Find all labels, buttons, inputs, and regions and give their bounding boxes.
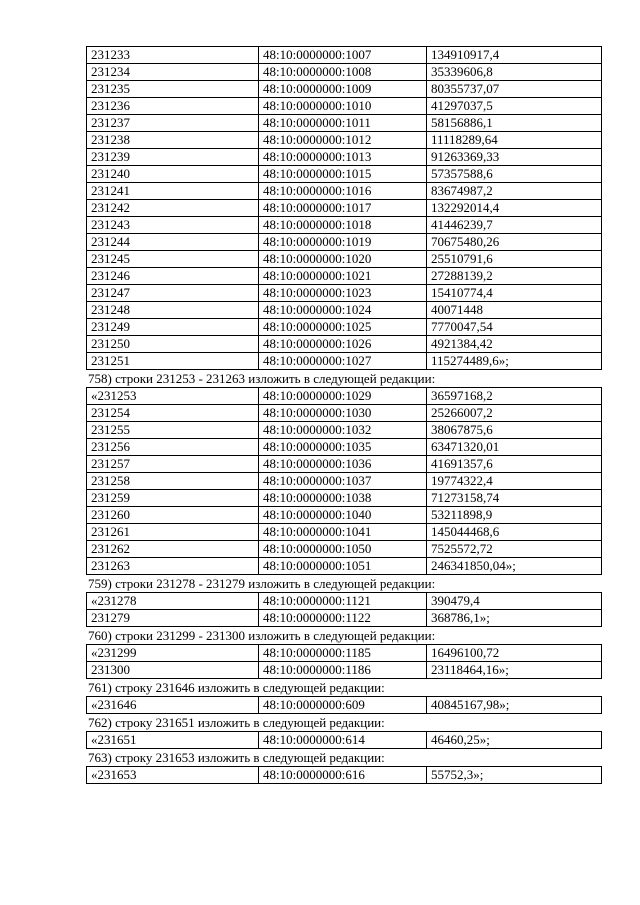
value-cell: 40845167,98»; <box>427 697 602 714</box>
cadastral-number-cell: 48:10:0000000:1024 <box>259 302 427 319</box>
table-row <box>87 98 602 115</box>
value-cell: 25266007,2 <box>427 405 602 422</box>
value-cell: 134910917,4 <box>427 47 602 64</box>
table-row <box>87 64 602 81</box>
cadastral-number-cell: 48:10:0000000:1008 <box>259 64 427 81</box>
value-cell: 35339606,8 <box>427 64 602 81</box>
cadastral-number-cell: 48:10:0000000:1038 <box>259 490 427 507</box>
row-number-cell: «231299 <box>87 645 259 662</box>
table-row <box>87 456 602 473</box>
cadastral-number-cell: 48:10:0000000:1185 <box>259 645 427 662</box>
data-table <box>86 46 602 370</box>
row-number-cell: 231261 <box>87 524 259 541</box>
value-cell: 19774322,4 <box>427 473 602 490</box>
amendment-instruction: 759) строки 231278 - 231279 изложить в следующей редакции: <box>88 576 436 591</box>
data-table <box>86 696 602 714</box>
table-row <box>87 697 602 714</box>
cadastral-number-cell: 48:10:0000000:1025 <box>259 319 427 336</box>
table-row <box>87 645 602 662</box>
table-row <box>87 541 602 558</box>
table-row <box>87 166 602 183</box>
value-cell: 41446239,7 <box>427 217 602 234</box>
table-row <box>87 439 602 456</box>
value-cell: 80355737,07 <box>427 81 602 98</box>
table-row <box>87 183 602 200</box>
row-number-cell: 231237 <box>87 115 259 132</box>
row-number-cell: 231255 <box>87 422 259 439</box>
table-row <box>87 336 602 353</box>
value-cell: 11118289,64 <box>427 132 602 149</box>
row-number-cell: 231260 <box>87 507 259 524</box>
row-number-cell: «231651 <box>87 732 259 749</box>
cadastral-number-cell: 48:10:0000000:1011 <box>259 115 427 132</box>
cadastral-number-cell: 48:10:0000000:1023 <box>259 285 427 302</box>
value-cell: 23118464,16»; <box>427 662 602 679</box>
value-cell: 58156886,1 <box>427 115 602 132</box>
row-number-cell: 231244 <box>87 234 259 251</box>
table-row <box>87 200 602 217</box>
table-row <box>87 302 602 319</box>
value-cell: 38067875,6 <box>427 422 602 439</box>
amendment-instruction: 758) строки 231253 - 231263 изложить в следующей редакции: <box>88 371 436 386</box>
row-number-cell: 231234 <box>87 64 259 81</box>
table-row <box>87 610 602 627</box>
table-row <box>87 217 602 234</box>
data-table <box>86 766 602 784</box>
cadastral-number-cell: 48:10:0000000:1016 <box>259 183 427 200</box>
row-number-cell: «231646 <box>87 697 259 714</box>
table-row <box>87 405 602 422</box>
value-cell: 7770047,54 <box>427 319 602 336</box>
amendment-instruction: 761) строку 231646 изложить в следующей редакции: <box>88 680 385 695</box>
value-cell: 70675480,26 <box>427 234 602 251</box>
cadastral-number-cell: 48:10:0000000:609 <box>259 697 427 714</box>
value-cell: 40071448 <box>427 302 602 319</box>
row-number-cell: «231253 <box>87 388 259 405</box>
row-number-cell: 231246 <box>87 268 259 285</box>
amendment-instruction: 763) строку 231653 изложить в следующей редакции: <box>88 750 385 765</box>
amendment-instruction: 762) строку 231651 изложить в следующей редакции: <box>88 715 385 730</box>
value-cell: 41297037,5 <box>427 98 602 115</box>
table-row <box>87 732 602 749</box>
table-row <box>87 524 602 541</box>
table-row <box>87 132 602 149</box>
row-number-cell: 231236 <box>87 98 259 115</box>
row-number-cell: 231258 <box>87 473 259 490</box>
value-cell: 132292014,4 <box>427 200 602 217</box>
cadastral-number-cell: 48:10:0000000:1026 <box>259 336 427 353</box>
cadastral-number-cell: 48:10:0000000:1186 <box>259 662 427 679</box>
value-cell: 15410774,4 <box>427 285 602 302</box>
cadastral-number-cell: 48:10:0000000:1051 <box>259 558 427 575</box>
value-cell: 4921384,42 <box>427 336 602 353</box>
row-number-cell: 231240 <box>87 166 259 183</box>
table-row <box>87 234 602 251</box>
row-number-cell: 231262 <box>87 541 259 558</box>
cadastral-number-cell: 48:10:0000000:1040 <box>259 507 427 524</box>
table-row <box>87 662 602 679</box>
data-table <box>86 644 602 679</box>
cadastral-number-cell: 48:10:0000000:1041 <box>259 524 427 541</box>
table-row <box>87 422 602 439</box>
value-cell: 53211898,9 <box>427 507 602 524</box>
cadastral-number-cell: 48:10:0000000:1015 <box>259 166 427 183</box>
data-table <box>86 731 602 749</box>
value-cell: 368786,1»; <box>427 610 602 627</box>
cadastral-number-cell: 48:10:0000000:1029 <box>259 388 427 405</box>
data-table <box>86 592 602 627</box>
value-cell: 246341850,04»; <box>427 558 602 575</box>
row-number-cell: 231250 <box>87 336 259 353</box>
cadastral-number-cell: 48:10:0000000:1030 <box>259 405 427 422</box>
row-number-cell: 231251 <box>87 353 259 370</box>
row-number-cell: «231653 <box>87 767 259 784</box>
cadastral-number-cell: 48:10:0000000:1020 <box>259 251 427 268</box>
document-body <box>86 46 601 784</box>
value-cell: 46460,25»; <box>427 732 602 749</box>
table-row <box>87 47 602 64</box>
cadastral-number-cell: 48:10:0000000:1027 <box>259 353 427 370</box>
table-row <box>87 319 602 336</box>
value-cell: 63471320,01 <box>427 439 602 456</box>
value-cell: 25510791,6 <box>427 251 602 268</box>
cadastral-number-cell: 48:10:0000000:1019 <box>259 234 427 251</box>
row-number-cell: 231256 <box>87 439 259 456</box>
value-cell: 83674987,2 <box>427 183 602 200</box>
cadastral-number-cell: 48:10:0000000:1012 <box>259 132 427 149</box>
table-row <box>87 507 602 524</box>
row-number-cell: 231248 <box>87 302 259 319</box>
value-cell: 27288139,2 <box>427 268 602 285</box>
amendment-instruction: 760) строки 231299 - 231300 изложить в следующей редакции: <box>88 628 436 643</box>
row-number-cell: «231278 <box>87 593 259 610</box>
row-number-cell: 231254 <box>87 405 259 422</box>
row-number-cell: 231245 <box>87 251 259 268</box>
table-row <box>87 353 602 370</box>
cadastral-number-cell: 48:10:0000000:1021 <box>259 268 427 285</box>
value-cell: 91263369,33 <box>427 149 602 166</box>
cadastral-number-cell: 48:10:0000000:1121 <box>259 593 427 610</box>
table-row <box>87 593 602 610</box>
data-table <box>86 387 602 575</box>
table-row <box>87 767 602 784</box>
row-number-cell: 231238 <box>87 132 259 149</box>
cadastral-number-cell: 48:10:0000000:1037 <box>259 473 427 490</box>
table-row <box>87 558 602 575</box>
row-number-cell: 231243 <box>87 217 259 234</box>
value-cell: 16496100,72 <box>427 645 602 662</box>
value-cell: 36597168,2 <box>427 388 602 405</box>
row-number-cell: 231242 <box>87 200 259 217</box>
cadastral-number-cell: 48:10:0000000:1122 <box>259 610 427 627</box>
value-cell: 145044468,6 <box>427 524 602 541</box>
cadastral-number-cell: 48:10:0000000:616 <box>259 767 427 784</box>
cadastral-number-cell: 48:10:0000000:1009 <box>259 81 427 98</box>
cadastral-number-cell: 48:10:0000000:1050 <box>259 541 427 558</box>
cadastral-number-cell: 48:10:0000000:1036 <box>259 456 427 473</box>
row-number-cell: 231247 <box>87 285 259 302</box>
table-row <box>87 268 602 285</box>
value-cell: 55752,3»; <box>427 767 602 784</box>
row-number-cell: 231300 <box>87 662 259 679</box>
cadastral-number-cell: 48:10:0000000:1035 <box>259 439 427 456</box>
cadastral-number-cell: 48:10:0000000:1018 <box>259 217 427 234</box>
table-row <box>87 115 602 132</box>
table-row <box>87 81 602 98</box>
row-number-cell: 231233 <box>87 47 259 64</box>
cadastral-number-cell: 48:10:0000000:1007 <box>259 47 427 64</box>
row-number-cell: 231235 <box>87 81 259 98</box>
table-row <box>87 473 602 490</box>
row-number-cell: 231241 <box>87 183 259 200</box>
cadastral-number-cell: 48:10:0000000:1010 <box>259 98 427 115</box>
value-cell: 57357588,6 <box>427 166 602 183</box>
table-row <box>87 490 602 507</box>
value-cell: 41691357,6 <box>427 456 602 473</box>
value-cell: 71273158,74 <box>427 490 602 507</box>
row-number-cell: 231239 <box>87 149 259 166</box>
row-number-cell: 231259 <box>87 490 259 507</box>
table-row <box>87 251 602 268</box>
table-row <box>87 149 602 166</box>
row-number-cell: 231257 <box>87 456 259 473</box>
cadastral-number-cell: 48:10:0000000:614 <box>259 732 427 749</box>
row-number-cell: 231249 <box>87 319 259 336</box>
cadastral-number-cell: 48:10:0000000:1013 <box>259 149 427 166</box>
value-cell: 390479,4 <box>427 593 602 610</box>
row-number-cell: 231263 <box>87 558 259 575</box>
value-cell: 115274489,6»; <box>427 353 602 370</box>
cadastral-number-cell: 48:10:0000000:1032 <box>259 422 427 439</box>
table-row <box>87 388 602 405</box>
cadastral-number-cell: 48:10:0000000:1017 <box>259 200 427 217</box>
row-number-cell: 231279 <box>87 610 259 627</box>
table-row <box>87 285 602 302</box>
value-cell: 7525572,72 <box>427 541 602 558</box>
